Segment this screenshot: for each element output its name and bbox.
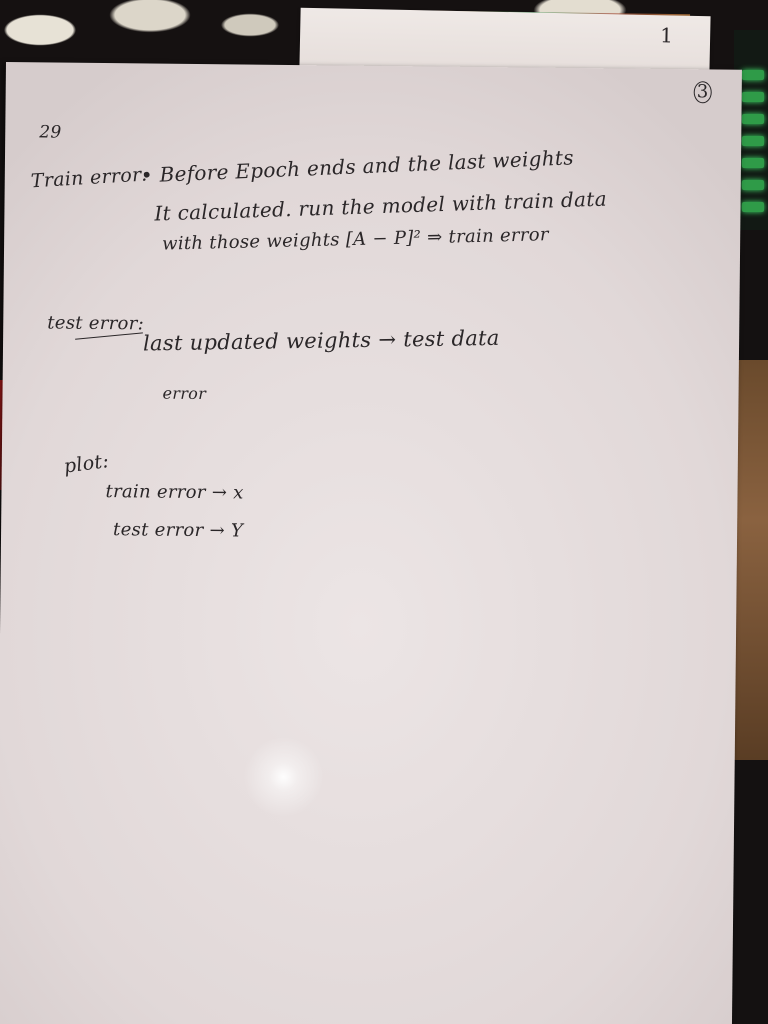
plot-line-1: train error → x [105, 481, 244, 504]
train-error-line-1: • Before Epoch ends and the last weights [140, 145, 575, 188]
back-sheet-page-number: 1 [659, 23, 674, 48]
test-error-line-2: error [162, 383, 207, 404]
test-error-line-1: last updated weights → test data [142, 325, 500, 356]
train-error-heading: Train error: [30, 163, 149, 193]
corner-mark: 29 [39, 122, 62, 143]
train-error-line-3: with those weights [A − P]² ⇒ train error [161, 224, 550, 255]
plot-heading: plot: [62, 450, 111, 478]
handwritten-notes-sheet [0, 62, 742, 1024]
plot-line-2: test error → Y [112, 519, 244, 542]
test-error-heading: test error: [47, 312, 145, 335]
background-wood-surface [734, 360, 768, 760]
train-error-line-2: It calculated. run the model with train data [154, 186, 608, 226]
front-sheet-page-number: 3 [694, 81, 712, 103]
